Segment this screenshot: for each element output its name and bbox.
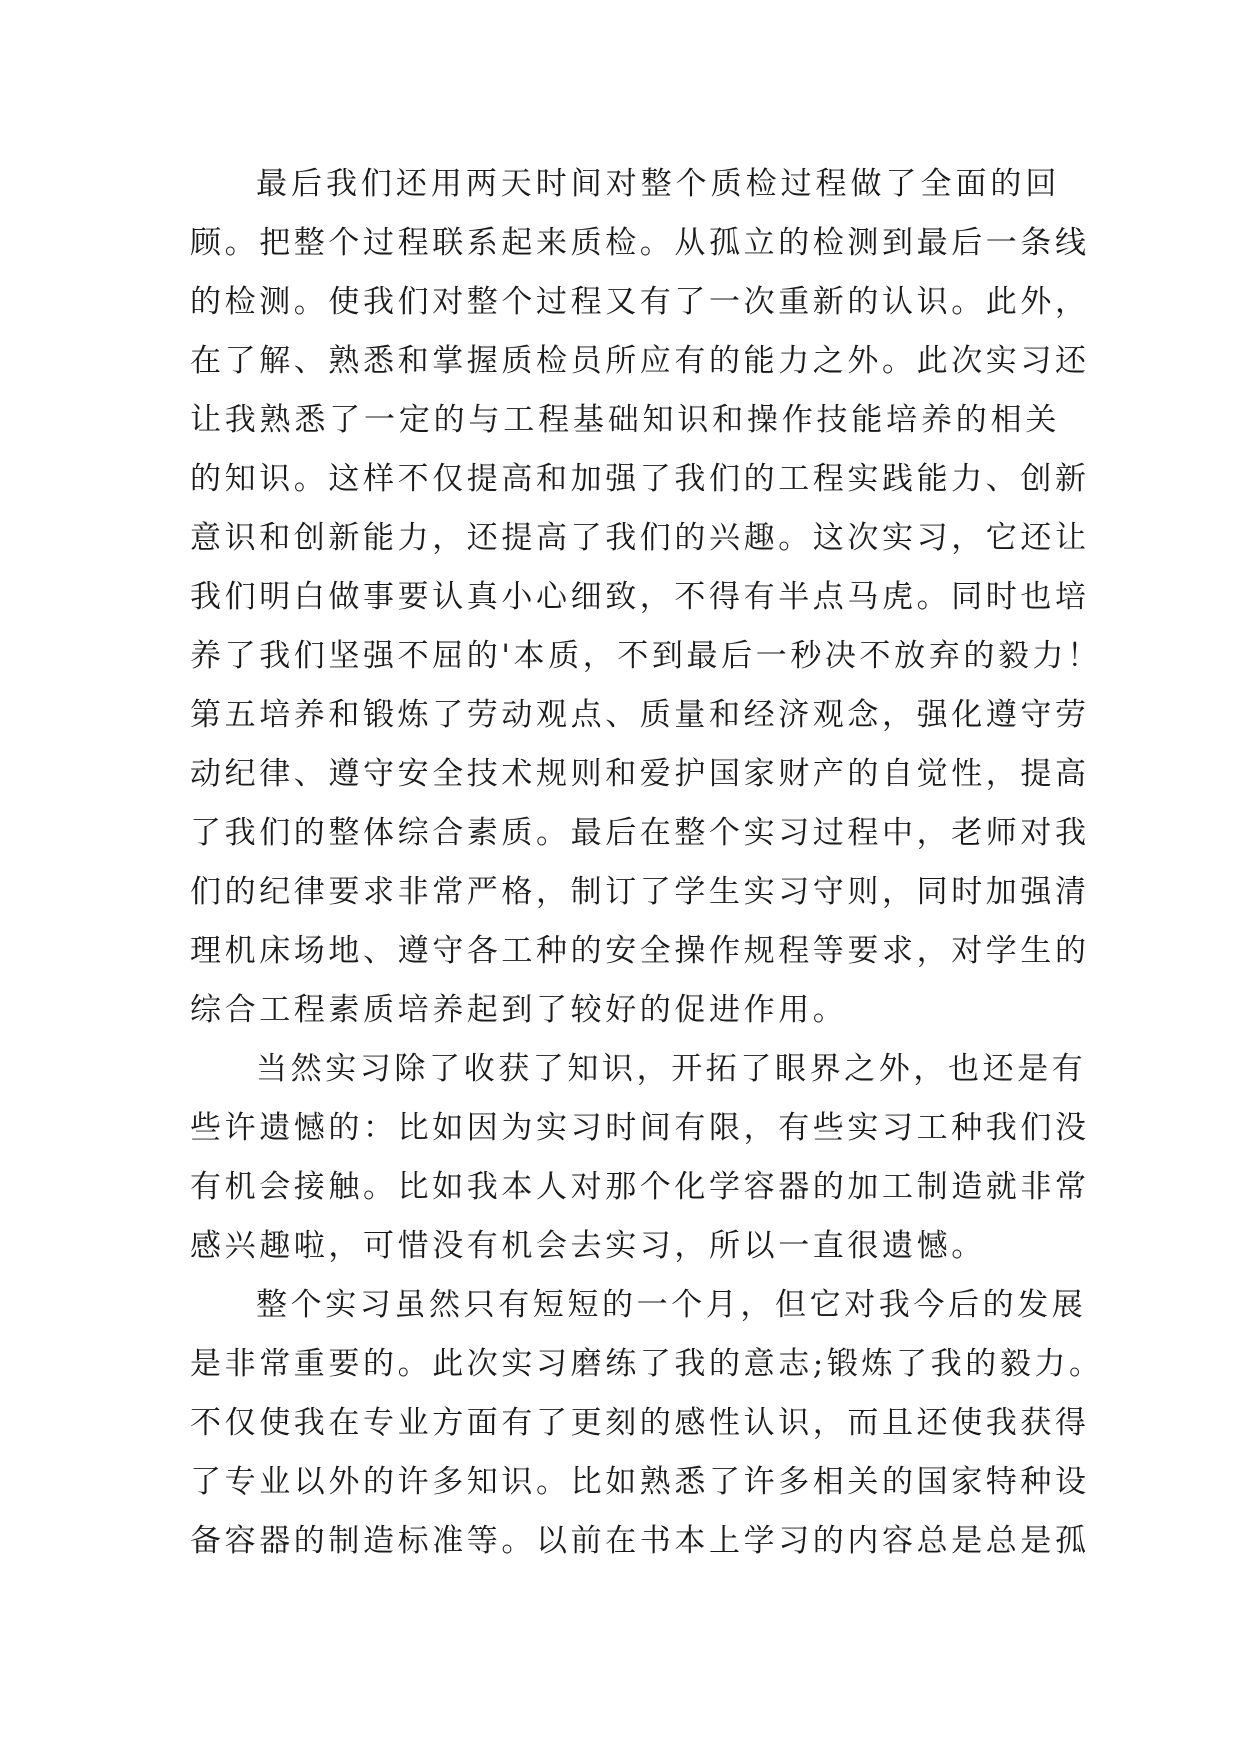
paragraph-line: 理机床场地、遵守各工种的安全操作规程等要求，对学生的 bbox=[190, 933, 1090, 969]
paragraph-line: 感兴趣啦，可惜没有机会去实习，所以一直很遗憾。 bbox=[190, 1228, 986, 1264]
paragraph-line: 整个实习虽然只有短短的一个月，但它对我今后的发展 bbox=[256, 1287, 1087, 1323]
paragraph-line: 的检测。使我们对整个过程又有了一次重新的认识。此外， bbox=[190, 284, 1090, 320]
paragraph-line: 备容器的制造标准等。以前在书本上学习的内容总是总是孤 bbox=[190, 1523, 1090, 1559]
paragraph-line: 些许遗憾的：比如因为实习时间有限，有些实习工种我们没 bbox=[190, 1110, 1090, 1146]
paragraph-line: 综合工程素质培养起到了较好的促进作用。 bbox=[190, 992, 848, 1028]
paragraph-line: 了我们的整体综合素质。最后在整个实习过程中，老师对我 bbox=[190, 815, 1090, 851]
paragraph-line: 在了解、熟悉和掌握质检员所应有的能力之外。此次实习还 bbox=[190, 343, 1090, 379]
paragraph-line: 的知识。这样不仅提高和加强了我们的工程实践能力、创新 bbox=[190, 461, 1090, 497]
paragraph-line: 顾。把整个过程联系起来质检。从孤立的检测到最后一条线 bbox=[190, 225, 1090, 261]
paragraph-line: 了专业以外的许多知识。比如熟悉了许多相关的国家特种设 bbox=[190, 1464, 1090, 1500]
paragraph-line: 是非常重要的。此次实习磨练了我的意志;锻炼了我的毅力。 bbox=[190, 1346, 1104, 1382]
paragraph-line: 们的纪律要求非常严格，制订了学生实习守则，同时加强清 bbox=[190, 874, 1090, 910]
paragraph-line: 最后我们还用两天时间对整个质检过程做了全面的回 bbox=[256, 166, 1060, 202]
paragraph-line: 养了我们坚强不屈的'本质，不到最后一秒决不放弃的毅力！ bbox=[190, 638, 1102, 674]
paragraph-line: 动纪律、遵守安全技术规则和爱护国家财产的自觉性，提高 bbox=[190, 756, 1090, 792]
paragraph-line: 当然实习除了收获了知识，开拓了眼界之外，也还是有 bbox=[256, 1051, 1087, 1087]
paragraph-line: 第五培养和锻炼了劳动观点、质量和经济观念，强化遵守劳 bbox=[190, 697, 1090, 733]
paragraph-line: 有机会接触。比如我本人对那个化学容器的加工制造就非常 bbox=[190, 1169, 1090, 1205]
paragraph-line: 我们明白做事要认真小心细致，不得有半点马虎。同时也培 bbox=[190, 579, 1090, 615]
paragraph-line: 让我熟悉了一定的与工程基础知识和操作技能培养的相关 bbox=[190, 402, 1060, 438]
paragraph-line: 不仅使我在专业方面有了更刻的感性认识，而且还使我获得 bbox=[190, 1405, 1090, 1441]
paragraph-line: 意识和创新能力，还提高了我们的兴趣。这次实习，它还让 bbox=[190, 520, 1090, 556]
body-text bbox=[190, 155, 1104, 1571]
